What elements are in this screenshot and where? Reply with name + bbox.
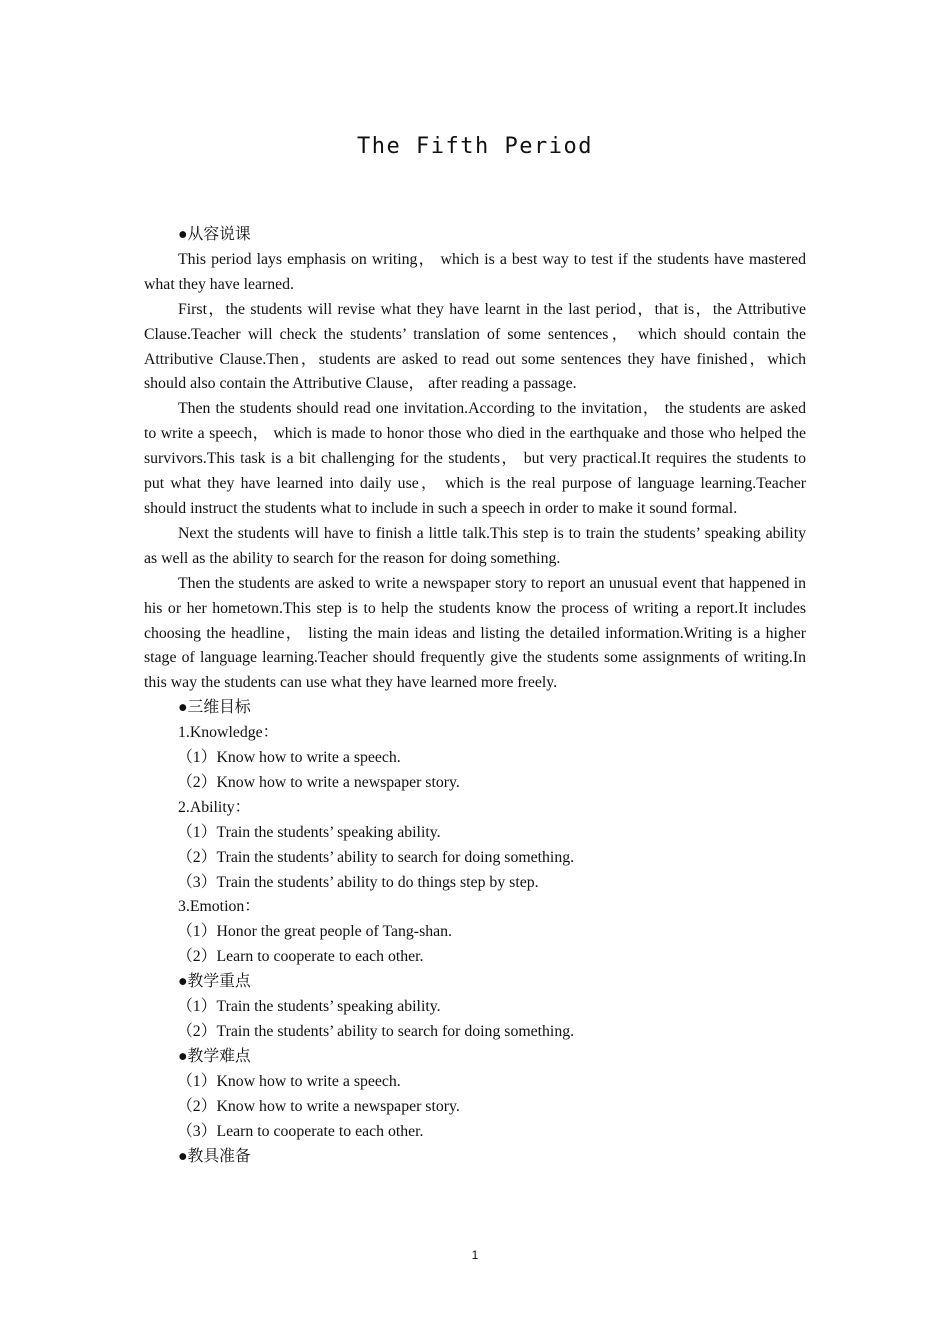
page-number: 1 bbox=[471, 1248, 479, 1262]
subheading-emotion: 3.Emotion： bbox=[178, 898, 261, 916]
subheading-knowledge: 1.Knowledge： bbox=[178, 724, 279, 742]
list-item: （2）Train the students’ ability to search for doing something. bbox=[177, 848, 575, 866]
section-heading-key-points: ●教学重点 bbox=[178, 973, 251, 991]
list-item: （3）Train the students’ ability to do things step by step. bbox=[177, 873, 539, 891]
list-item: （3）Learn to cooperate to each other. bbox=[177, 1122, 424, 1140]
section-heading-materials: ●教具准备 bbox=[178, 1147, 251, 1165]
list-item: （2）Train the students’ ability to search for doing something. bbox=[177, 1023, 575, 1040]
paragraph: First，the students will revise what they have learnt in the last period，that is，the Attributive Clause.Teacher will check the students’ translation of some sentences， which should contain the Attributive Clause.Then，students are asked to read out some sentences they have finished，which should also contain the Attributive Clause， after reading a passage. bbox=[144, 300, 806, 393]
paragraph: Then the students should read one invitation.According to the invitation， the students are asked to write a speech， which is made to honor those who died in the earthquake and those who helped the survivors.This task is a bit challenging for the students， but very practical.It requires the students to put what they have learned into daily use， which is the real purpose of language learning.Teacher should instruct the students what to include in such a speech in order to make it sound formal. bbox=[144, 400, 806, 517]
document-body bbox=[144, 223, 806, 1169]
list-item: （1）Honor the great people of Tang-shan. bbox=[177, 923, 452, 941]
paragraph: This period lays emphasis on writing， which is a best way to test if the students have mastered what they have learned. bbox=[144, 250, 806, 293]
list-item: （2）Know how to write a newspaper story. bbox=[177, 1097, 460, 1115]
list-item: （1）Train the students’ speaking ability. bbox=[177, 998, 441, 1016]
paragraph: Then the students are asked to write a newspaper story to report an unusual event that happened in his or her hometown.This step is to help the students know the process of writing a report.It includes choosing the headline， listing the main ideas and listing the detailed information.Writing is a higher stage of language learning.Teacher should frequently give the students some assignments of writing.In this way the students can use what they have learned more freely. bbox=[144, 574, 806, 692]
subheading-ability: 2.Ability： bbox=[178, 798, 251, 816]
list-item: （2）Learn to cooperate to each other. bbox=[177, 948, 424, 966]
section-heading-objectives: ●三维目标 bbox=[178, 699, 251, 717]
page-title: The Fifth Period bbox=[357, 134, 593, 159]
list-item: （1）Know how to write a speech. bbox=[177, 1072, 401, 1090]
list-item: （1）Train the students’ speaking ability. bbox=[177, 823, 441, 841]
list-item: （2）Know how to write a newspaper story. bbox=[177, 773, 460, 791]
paragraph: Next the students will have to finish a little talk.This step is to train the students’ speaking ability as well as the ability to search for the reason for doing something. bbox=[144, 524, 806, 567]
list-item: （1）Know how to write a speech. bbox=[177, 749, 401, 767]
section-heading-difficult-points: ●教学难点 bbox=[178, 1047, 251, 1065]
section-heading-intro: ●从容说课 bbox=[178, 226, 251, 243]
